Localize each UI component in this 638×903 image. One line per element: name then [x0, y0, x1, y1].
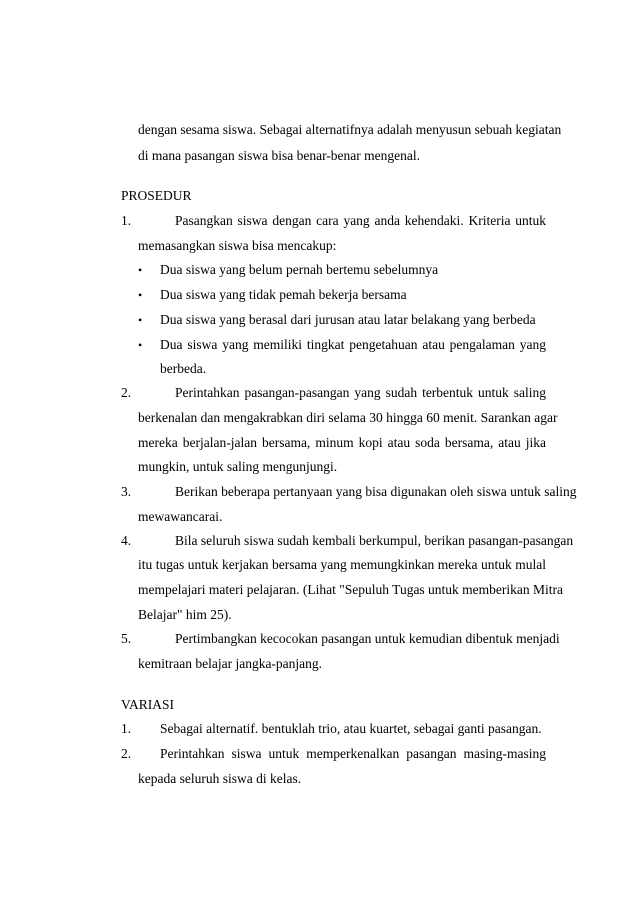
bullet-item-2: Dua siswa yang tidak pemah bekerja bersama [160, 287, 407, 302]
variasi-item-1-number: 1. [121, 721, 132, 736]
prosedur-item-4-line-3: mempelajari materi pelajaran. (Lihat "Sepuluh Tugas untuk memberikan Mitra [138, 582, 564, 597]
prosedur-item-2-line-1: Perintahkan pasangan-pasangan yang sudah terbentuk untuk saling [175, 385, 546, 400]
prosedur-item-5-number: 5. [121, 631, 132, 646]
section-heading-prosedur: PROSEDUR [121, 188, 192, 203]
prosedur-item-2-number: 2. [121, 385, 132, 400]
intro-line-1: dengan sesama siswa. Sebagai alternatifnya adalah menyusun sebuah kegiatan [138, 122, 562, 137]
prosedur-item-2-line-4: mungkin, untuk saling mengunjungi. [138, 459, 338, 474]
prosedur-item-1-line-1: Pasangkan siswa dengan cara yang anda kehendaki. Kriteria untuk [175, 213, 546, 228]
prosedur-item-3-line-1: Berikan beberapa pertanyaan yang bisa digunakan oleh siswa untuk saling [175, 484, 577, 499]
prosedur-item-2-line-2: berkenalan dan mengakrabkan diri selama 30 hingga 60 menit. Sarankan agar [138, 410, 558, 425]
prosedur-item-4-line-1: Bila seluruh siswa sudah kembali berkumpul, berikan pasangan-pasangan [175, 533, 574, 548]
prosedur-item-2-line-3: mereka berjalan-jalan bersama, minum kopi atau soda bersama, atau jika [138, 435, 546, 450]
prosedur-item-5-line-1: Pertimbangkan kecocokan pasangan untuk kemudian dibentuk menjadi [175, 631, 560, 646]
bullet-item-4-line-2: berbeda. [160, 361, 207, 376]
section-heading-variasi: VARIASI [121, 697, 175, 712]
bullet-dot: • [138, 338, 143, 352]
prosedur-item-1-number: 1. [121, 213, 132, 228]
prosedur-item-1-line-2: memasangkan siswa bisa mencakup: [138, 238, 337, 253]
bullet-dot: • [138, 313, 143, 327]
intro-line-2: di mana pasangan siswa bisa benar-benar mengenal. [138, 148, 420, 163]
prosedur-item-4-line-2: itu tugas untuk kerjakan bersama yang memungkinkan mereka untuk mulal [138, 557, 546, 572]
bullet-dot: • [138, 288, 143, 302]
prosedur-item-3-line-2: mewawancarai. [138, 509, 223, 524]
variasi-item-2-line-2: kepada seluruh siswa di kelas. [138, 771, 302, 786]
variasi-item-2-number: 2. [121, 746, 132, 761]
bullet-item-1: Dua siswa yang belum pernah bertemu sebelumnya [160, 262, 439, 277]
variasi-item-1-line-1: Sebagai alternatif. bentuklah trio, atau kuartet, sebagai ganti pasangan. [160, 721, 542, 736]
variasi-item-2-line-1: Perintahkan siswa untuk memperkenalkan pasangan masing-masing [160, 746, 546, 761]
bullet-dot: • [138, 263, 143, 277]
prosedur-item-4-number: 4. [121, 533, 132, 548]
prosedur-item-3-number: 3. [121, 484, 132, 499]
prosedur-item-5-line-2: kemitraan belajar jangka-panjang. [138, 656, 323, 671]
prosedur-item-4-line-4: Belajar" him 25). [138, 607, 232, 622]
bullet-item-4-line-1: Dua siswa yang memiliki tingkat pengetahuan atau pengalaman yang [160, 337, 546, 352]
bullet-item-3: Dua siswa yang berasal dari jurusan atau latar belakang yang berbeda [160, 312, 536, 327]
